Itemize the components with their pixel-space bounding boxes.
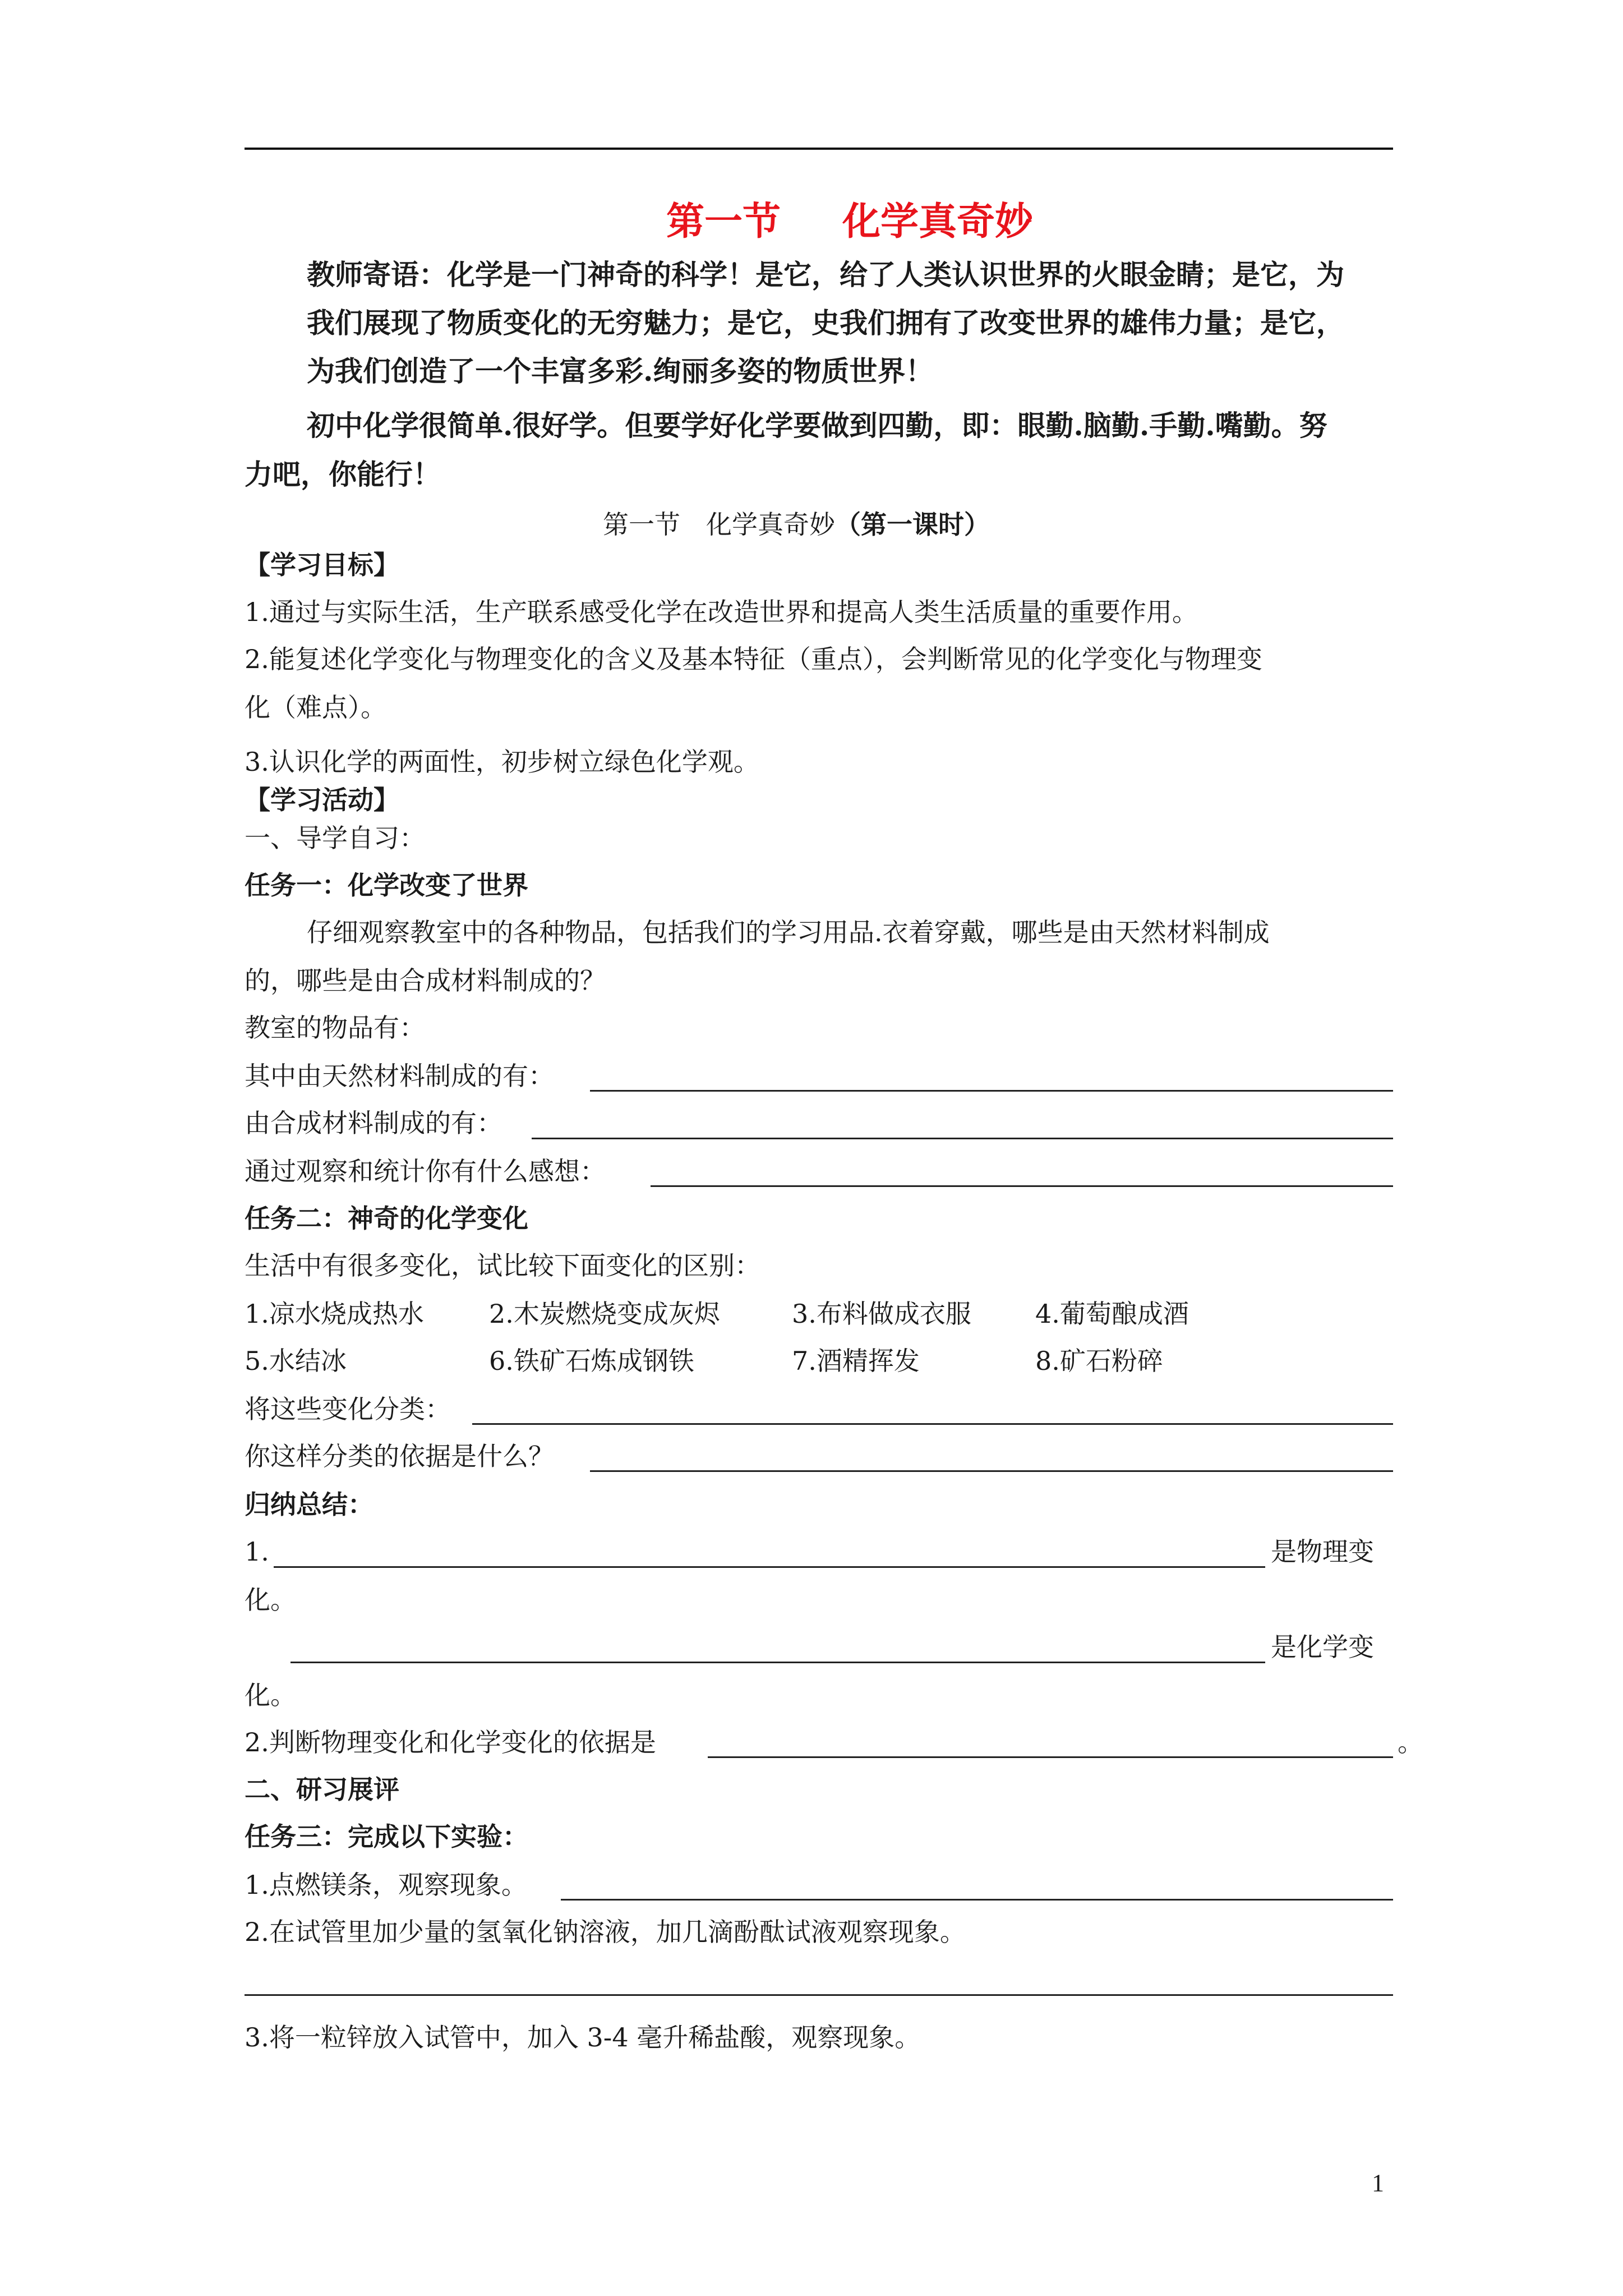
title-part1: 第一节 — [666, 199, 781, 244]
summary-1-prefix: 1. — [245, 1536, 269, 1567]
answer-blank-physical-change[interactable] — [274, 1566, 1265, 1568]
objective-3: 3.认识化学的两面性，初步树立绿色化学观。 — [245, 747, 759, 777]
page-number: 1 — [1372, 2169, 1384, 2197]
objective-2-line-2: 化（难点）。 — [245, 692, 386, 723]
summary-1-continuation: 化。 — [245, 1585, 296, 1615]
summary-1b-suffix: 是化学变 — [1271, 1632, 1374, 1662]
page-title — [666, 199, 1033, 244]
title-part2: 化学真奇妙 — [842, 199, 1034, 244]
motto-line-1: 教师寄语：化学是一门神奇的科学！是它，给了人类认识世界的火眼金睛；是它，为 — [307, 258, 1344, 291]
answer-blank-experiment-1[interactable] — [561, 1899, 1393, 1901]
task-2-basis-question: 你这样分类的依据是什么？ — [245, 1441, 554, 1471]
experiment-3: 3.将一粒锌放入试管中，加入 3-4 毫升稀盐酸，观察现象。 — [245, 2022, 921, 2053]
change-item: 3.布料做成衣服 — [792, 1299, 971, 1329]
task-2-title: 任务二：神奇的化学变化 — [245, 1203, 528, 1234]
experiment-1: 1.点燃镁条，观察现象。 — [245, 1870, 527, 1900]
objectives-heading: 【学习目标】 — [245, 550, 399, 580]
summary-2-suffix: 。 — [1398, 1727, 1423, 1757]
change-item: 8.矿石粉碎 — [1035, 1346, 1163, 1376]
lesson-subtitle-text: 第一节 化学真奇妙 — [603, 509, 835, 540]
change-item: 6.铁矿石炼成钢铁 — [489, 1346, 694, 1376]
activities-heading: 【学习活动】 — [245, 785, 399, 815]
change-item: 2.木炭燃烧变成灰烬 — [489, 1299, 720, 1329]
motto-line-2: 我们展现了物质变化的无穷魅力；是它，史我们拥有了改变世界的雄伟力量；是它， — [307, 306, 1344, 339]
motto-line-3: 为我们创造了一个丰富多彩.绚丽多姿的物质世界！ — [307, 355, 934, 388]
motto-line-4: 初中化学很简单.很好学。但要学好化学要做到四勤，即：眼勤.脑勤.手勤.嘴勤。努 — [307, 409, 1327, 442]
answer-blank-synthetic-materials[interactable] — [532, 1138, 1393, 1139]
task-2-classify-question: 将这些变化分类： — [245, 1394, 451, 1424]
answer-blank-change-criteria[interactable] — [708, 1756, 1393, 1758]
change-item: 1.凉水烧成热水 — [245, 1299, 424, 1329]
experiment-2: 2.在试管里加少量的氢氧化钠溶液，加几滴酚酞试液观察现象。 — [245, 1917, 966, 1947]
task-1-question-4: 通过观察和统计你有什么感想： — [245, 1156, 606, 1186]
answer-blank-experiment-2[interactable] — [245, 1994, 1393, 1996]
lesson-subtitle-period: （第一课时） — [835, 509, 990, 540]
section-1-heading: 一、导学自习： — [245, 823, 425, 853]
change-item: 7.酒精挥发 — [792, 1346, 920, 1376]
task-1-paragraph-line-1: 仔细观察教室中的各种物品，包括我们的学习用品.衣着穿戴，哪些是由天然材料制成 — [307, 917, 1270, 947]
answer-blank-classification[interactable] — [472, 1423, 1393, 1425]
task-1-question-3: 由合成材料制成的有： — [245, 1108, 502, 1138]
objective-2-line-1: 2.能复述化学变化与物理变化的含义及基本特征（重点），会判断常见的化学变化与物理变 — [245, 644, 1262, 674]
answer-blank-chemical-change[interactable] — [291, 1662, 1265, 1663]
change-item: 4.葡萄酿成酒 — [1035, 1299, 1189, 1329]
task-1-title: 任务一：化学改变了世界 — [245, 870, 528, 900]
answer-blank-reflection[interactable] — [651, 1185, 1393, 1187]
lesson-subtitle — [603, 508, 990, 541]
summary-1b-continuation: 化。 — [245, 1680, 296, 1710]
header-rule — [245, 148, 1393, 150]
answer-blank-classification-basis[interactable] — [590, 1470, 1393, 1472]
summary-2-prefix: 2.判断物理变化和化学变化的依据是 — [245, 1727, 656, 1757]
answer-blank-natural-materials[interactable] — [590, 1090, 1393, 1092]
change-item: 5.水结冰 — [245, 1346, 347, 1376]
task-3-title: 任务三：完成以下实验： — [245, 1821, 528, 1852]
objective-1: 1.通过与实际生活，生产联系感受化学在改造世界和提高人类生活质量的重要作用。 — [245, 597, 1198, 627]
task-1-question-2: 其中由天然材料制成的有： — [245, 1061, 554, 1091]
summary-1-suffix: 是物理变 — [1271, 1536, 1374, 1567]
task-2-intro: 生活中有很多变化，试比较下面变化的区别： — [245, 1250, 760, 1281]
summary-heading: 归纳总结： — [245, 1489, 374, 1520]
task-1-paragraph-line-2: 的，哪些是由合成材料制成的？ — [245, 965, 606, 996]
task-1-question-1: 教室的物品有： — [245, 1013, 425, 1043]
motto-line-5: 力吧，你能行！ — [245, 458, 441, 491]
section-2-heading: 二、研习展评 — [245, 1774, 399, 1805]
